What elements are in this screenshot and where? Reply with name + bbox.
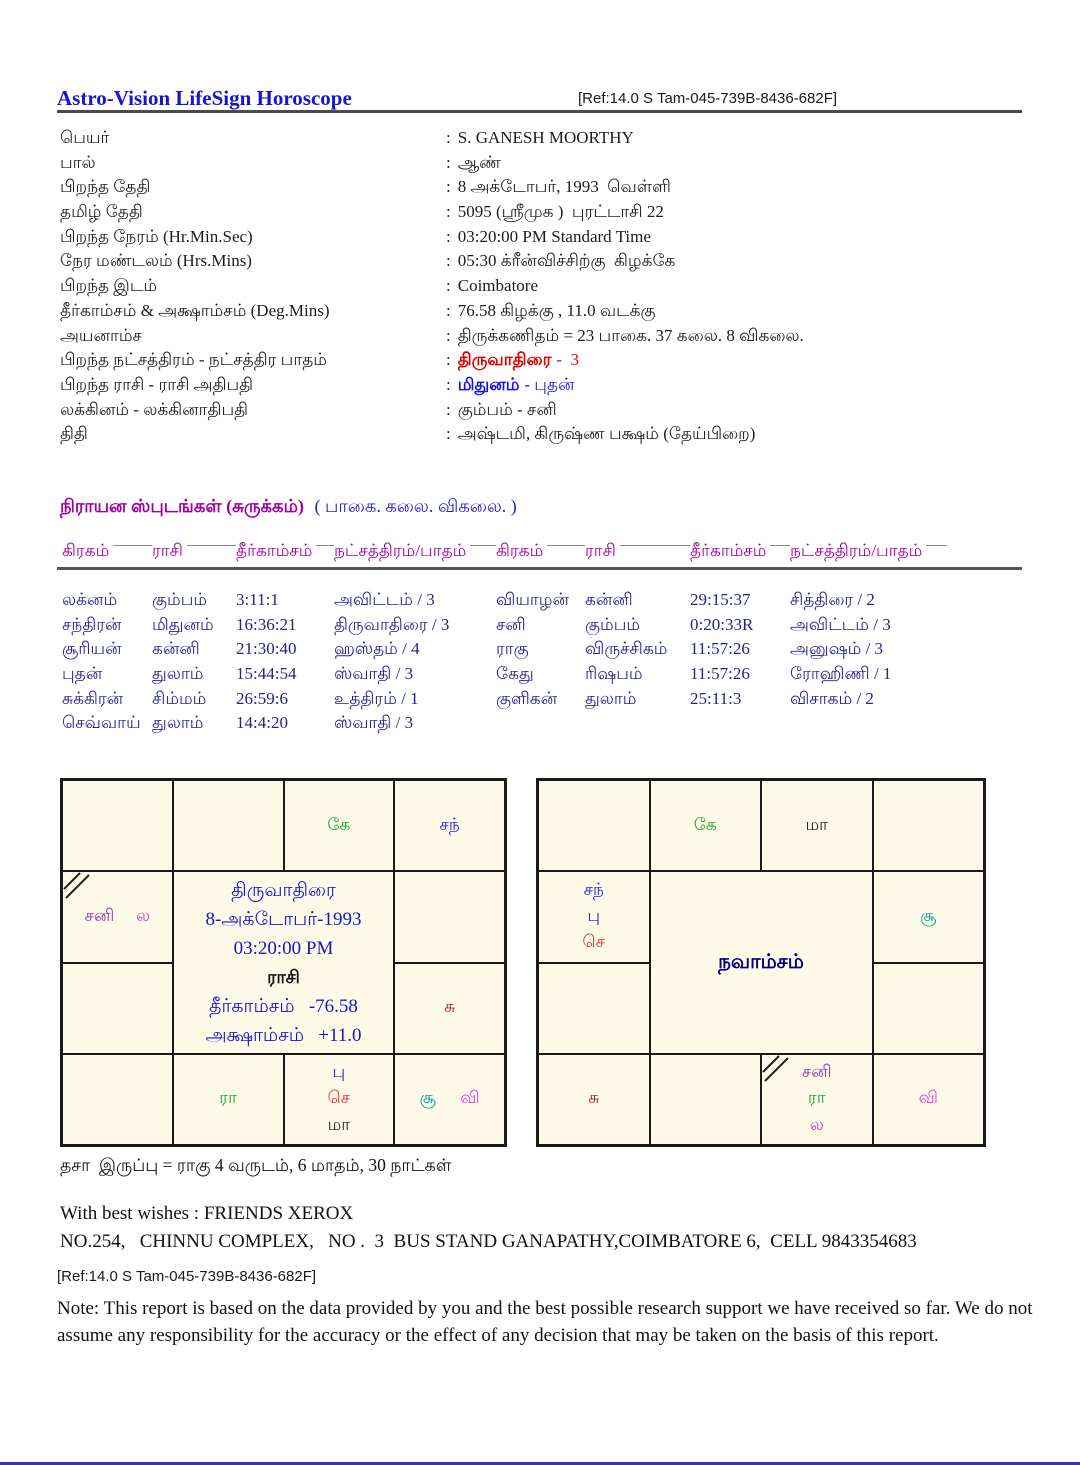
chart-cell-kanni [873, 1054, 985, 1145]
table-cell: செவ்வாய் [62, 713, 141, 733]
table-cell: துலாம் [152, 664, 204, 684]
planet-lagna: ல [136, 905, 151, 925]
col-graham-left: கிரகம் [62, 538, 113, 564]
table-cell [790, 711, 1022, 736]
table-cell: 3:11:1 [236, 590, 279, 609]
rasi-chart-center [173, 871, 395, 1054]
planet-table-header [62, 538, 1022, 564]
wishes-address-line: NO.254, CHINNU COMPLEX, NO . 3 BUS STAND GANAPATHY,COIMBATORE 6, CELL 9843354683 [60, 1231, 917, 1252]
table-cell: கன்னி [152, 639, 200, 659]
chart-cell-viruchigam [173, 1054, 284, 1145]
detail-label: லக்கினம் - லக்கினாதிபதி [60, 399, 249, 419]
detail-row-rasi [60, 373, 1040, 398]
planet-lagna: ல [809, 1114, 824, 1134]
header-divider [57, 110, 1022, 113]
colon: : [446, 399, 451, 419]
chart-cell-simmam [873, 963, 985, 1054]
planet-mandi: மா [805, 814, 829, 834]
planet-ketu: கே [327, 814, 351, 834]
planet-jupiter: வி [460, 1088, 480, 1108]
table-cell: சுக்கிரன் [62, 688, 124, 708]
planet-table-row [62, 662, 1022, 687]
table-cell [496, 711, 585, 736]
planet-moon: சந் [439, 814, 460, 834]
colon: : [446, 276, 451, 296]
detail-value: 8 அக்டோபர், 1993 வெள்ளி [457, 177, 671, 197]
detail-value: திருக்கணிதம் = 23 பாகை. 37 கலை. 8 விகலை. [457, 325, 804, 345]
detail-label: பிறந்த ராசி - ராசி அதிபதி [60, 374, 254, 394]
navamsa-chart [536, 778, 986, 1147]
detail-row-birth-time [60, 225, 1040, 250]
section-title-main: நிராயன ஸ்புடங்கள் (சுருக்கம்) [60, 496, 305, 516]
table-cell: துலாம் [585, 688, 637, 708]
colon: : [446, 300, 451, 320]
table-cell: மிதுனம் [152, 614, 214, 634]
table-cell: 29:15:37 [690, 590, 751, 609]
table-cell: சித்திரை / 2 [790, 590, 875, 609]
detail-row-longitude-latitude [60, 299, 1040, 324]
detail-row-star [60, 348, 1040, 373]
table-header-divider [57, 567, 1022, 570]
table-cell: கும்பம் [152, 590, 208, 609]
wishes-line: With best wishes : FRIENDS XEROX [60, 1203, 354, 1224]
center-chart-label: நவாம்சம் [718, 951, 804, 973]
detail-row-birth-place [60, 274, 1040, 299]
col-rasi-right: ராசி [585, 538, 620, 564]
chart-cell-meenam [62, 780, 173, 871]
planet-mercury: பு [587, 905, 601, 925]
table-cell: சிம்மம் [152, 688, 207, 708]
planet-ketu: கே [693, 814, 717, 834]
planet-sun: சூ [920, 905, 937, 925]
birth-details [60, 126, 1040, 447]
chart-cell-makaram [538, 963, 650, 1054]
planet-table-body [62, 588, 1022, 736]
table-cell: விருச்சிகம் [585, 639, 668, 659]
table-cell: ஸ்வாதி / 3 [334, 713, 414, 733]
detail-row-sex [60, 151, 1040, 176]
colon: : [446, 374, 451, 394]
colon: : [446, 424, 451, 444]
table-cell: திருவாதிரை / 3 [334, 614, 450, 634]
center-chart-label: ராசி [267, 966, 300, 987]
center-longitude: தீர்காம்சம் -76.58 [209, 995, 358, 1017]
navamsa-chart-center [650, 871, 873, 1054]
detail-value: 03:20:00 PM Standard Time [457, 226, 651, 246]
table-cell [690, 711, 790, 736]
table-cell: ஹஸ்தம் / 4 [334, 639, 420, 659]
col-longitude-right: தீர்காம்சம் [690, 538, 770, 564]
planet-mercury: பு [332, 1062, 346, 1082]
table-cell: 11:57:26 [690, 639, 750, 659]
detail-value: ஆண் [457, 152, 501, 172]
col-star-right: நட்சத்திரம்/பாதம் [790, 538, 926, 564]
planet-venus: சு [444, 997, 456, 1017]
table-cell: குளிகன் [496, 688, 558, 708]
page-title: Astro-Vision LifeSign Horoscope [57, 86, 352, 110]
colon: : [446, 128, 451, 147]
detail-label: பெயர் [60, 128, 110, 147]
planet-moon: சந் [583, 879, 604, 899]
table-cell: புதன் [62, 664, 103, 684]
table-cell: 25:11:3 [690, 688, 742, 708]
chart-cell-kumbham [538, 871, 650, 962]
chart-cell-rishabham [761, 780, 873, 871]
table-cell: அவிட்டம் / 3 [334, 590, 435, 609]
chart-cell-kanni [394, 1054, 505, 1145]
planet-mars: செ [327, 1088, 351, 1108]
table-cell: சூரியன் [62, 639, 122, 659]
chart-cell-kadagam [873, 871, 985, 962]
disclaimer-note: Note: This report is based on the data provided by you and the best possible research support we have received so far. We do not assume any responsibility for the accuracy or the effect of any decision that may be taken on the basis of this report. [57, 1298, 1033, 1346]
detail-row-ayanamsa [60, 324, 1040, 349]
table-cell: 15:44:54 [236, 664, 297, 684]
planet-mars: செ [582, 932, 606, 952]
colon: : [446, 226, 451, 246]
planet-table-row [62, 687, 1022, 712]
detail-value: 05:30 க்ரீன்விச்சிற்கு கிழக்கே [457, 251, 676, 271]
colon: : [446, 251, 451, 271]
section-title-units: ( பாகை. கலை. விகலை. ) [314, 496, 517, 516]
table-cell: அவிட்டம் / 3 [790, 614, 891, 634]
table-cell: 26:59:6 [236, 688, 288, 708]
table-cell: கன்னி [585, 590, 633, 609]
planet-rahu: ரா [807, 1088, 826, 1108]
header-ref: [Ref:14.0 S Tam-045-739B-8436-682F] [578, 90, 838, 107]
detail-value-star: திருவாதிரை [457, 350, 552, 370]
detail-row-tamil-date [60, 200, 1040, 225]
detail-label: பிறந்த நேரம் (Hr.Min.Sec) [60, 226, 253, 246]
chart-cell-mesham [650, 780, 762, 871]
detail-label: தமிழ் தேதி [60, 202, 143, 222]
planet-mandi: மா [327, 1114, 351, 1134]
table-cell: அனுஷம் / 3 [790, 639, 884, 659]
table-cell: ரிஷபம் [585, 664, 643, 684]
table-cell: கும்பம் [585, 614, 641, 634]
detail-value: 76.58 கிழக்கு , 11.0 வடக்கு [457, 300, 656, 320]
table-cell: 16:36:21 [236, 614, 297, 634]
detail-row-lagna [60, 398, 1040, 423]
footer-ref: [Ref:14.0 S Tam-045-739B-8436-682F] [57, 1268, 317, 1285]
chart-cell-thulam [761, 1054, 873, 1145]
colon: : [446, 350, 451, 370]
planet-sun: சூ [419, 1088, 436, 1108]
table-cell: துலாம் [152, 713, 204, 733]
planet-table-row [62, 588, 1022, 613]
detail-label: பிறந்த நட்சத்திரம் - நட்சத்திர பாதம் [60, 350, 327, 370]
planet-table-row [62, 637, 1022, 662]
table-cell: 14:4:20 [236, 713, 288, 733]
colon: : [446, 325, 451, 345]
dasa-balance-text: தசா இருப்பு = ராகு 4 வருடம், 6 மாதம், 30 நாட்கள் [60, 1155, 452, 1175]
chart-cell-rishabham [284, 780, 395, 871]
planet-jupiter: வி [918, 1088, 938, 1108]
chart-cell-mesham [173, 780, 284, 871]
table-cell: ராகு [496, 639, 529, 659]
detail-value-rasi: மிதுனம் [457, 374, 520, 394]
chart-cell-thulam [284, 1054, 395, 1145]
center-star: திருவாதிரை [231, 879, 336, 901]
planet-table-row [62, 711, 1022, 736]
detail-value: அஷ்டமி, கிருஷ்ண பக்ஷம் (தேய்பிறை) [457, 424, 756, 444]
detail-value-star-pada: - 3 [556, 350, 580, 370]
planet-venus: சு [588, 1088, 600, 1108]
detail-label: பால் [60, 152, 96, 172]
col-star-left: நட்சத்திரம்/பாதம் [334, 538, 470, 564]
chart-cell-simmam [394, 963, 505, 1054]
table-cell: உத்திரம் / 1 [334, 688, 419, 708]
chart-cell-kadagam [394, 871, 505, 962]
center-date: 8-அக்டோபர்-1993 [205, 908, 362, 930]
lagna-mark [63, 872, 93, 902]
table-cell: சந்திரன் [62, 614, 122, 634]
chart-cell-mithunam [873, 780, 985, 871]
table-cell: ஸ்வாதி / 3 [334, 664, 414, 684]
table-cell [585, 711, 690, 736]
detail-value: S. GANESH MOORTHY [457, 128, 634, 147]
table-cell: கேது [496, 664, 534, 684]
table-cell: விசாகம் / 2 [790, 688, 874, 708]
table-cell: 21:30:40 [236, 639, 297, 659]
chart-cell-dhanusu [62, 1054, 173, 1145]
table-cell: 11:57:26 [690, 664, 750, 684]
sputa-section-title [60, 496, 517, 519]
planet-saturn: சனி [84, 905, 115, 925]
detail-value: Coimbatore [457, 276, 538, 296]
planet-rahu: ரா [219, 1088, 237, 1108]
table-cell: வியாழன் [496, 590, 569, 609]
chart-cell-mithunam [394, 780, 505, 871]
detail-row-birth-date [60, 175, 1040, 200]
colon: : [446, 202, 451, 222]
colon: : [446, 177, 451, 197]
detail-label: பிறந்த தேதி [60, 177, 151, 197]
detail-row-tithi [60, 422, 1040, 447]
col-graham-right: கிரகம் [496, 538, 547, 564]
chart-cell-meenam [538, 780, 650, 871]
detail-label: பிறந்த இடம் [60, 276, 158, 296]
chart-cell-kumbham [62, 871, 173, 962]
detail-label: நேர மண்டலம் (Hrs.Mins) [60, 251, 252, 271]
table-cell: ரோஹிணி / 1 [790, 664, 892, 684]
colon: : [446, 152, 451, 172]
col-rasi-left: ராசி [152, 538, 187, 564]
table-cell: சனி [496, 614, 526, 634]
lagna-mark [762, 1055, 792, 1085]
table-cell: லக்னம் [62, 590, 118, 609]
detail-value: கும்பம் - சனி [457, 399, 557, 419]
col-longitude-left: தீர்காம்சம் [236, 538, 316, 564]
detail-value: 5095 (ஸ்ரீமுக ) புரட்டாசி 22 [457, 202, 664, 222]
detail-label: திதி [60, 424, 88, 444]
chart-cell-viruchigam [650, 1054, 762, 1145]
detail-row-name [60, 126, 1040, 151]
detail-label: தீர்காம்சம் & அக்ஷாம்சம் (Deg.Mins) [60, 300, 330, 320]
chart-cell-dhanusu [538, 1054, 650, 1145]
center-time: 03:20:00 PM [233, 937, 334, 959]
detail-row-time-zone [60, 249, 1040, 274]
planet-table-row [62, 613, 1022, 638]
chart-cell-makaram [62, 963, 173, 1054]
table-cell: 0:20:33R [690, 614, 754, 634]
planet-saturn: சனி [801, 1062, 832, 1082]
detail-label: அயனாம்ச [60, 325, 142, 345]
rasi-chart [60, 778, 507, 1147]
center-latitude: அக்ஷாம்சம் +11.0 [205, 1024, 362, 1046]
detail-value-rasi-lord: - புதன் [524, 374, 575, 394]
